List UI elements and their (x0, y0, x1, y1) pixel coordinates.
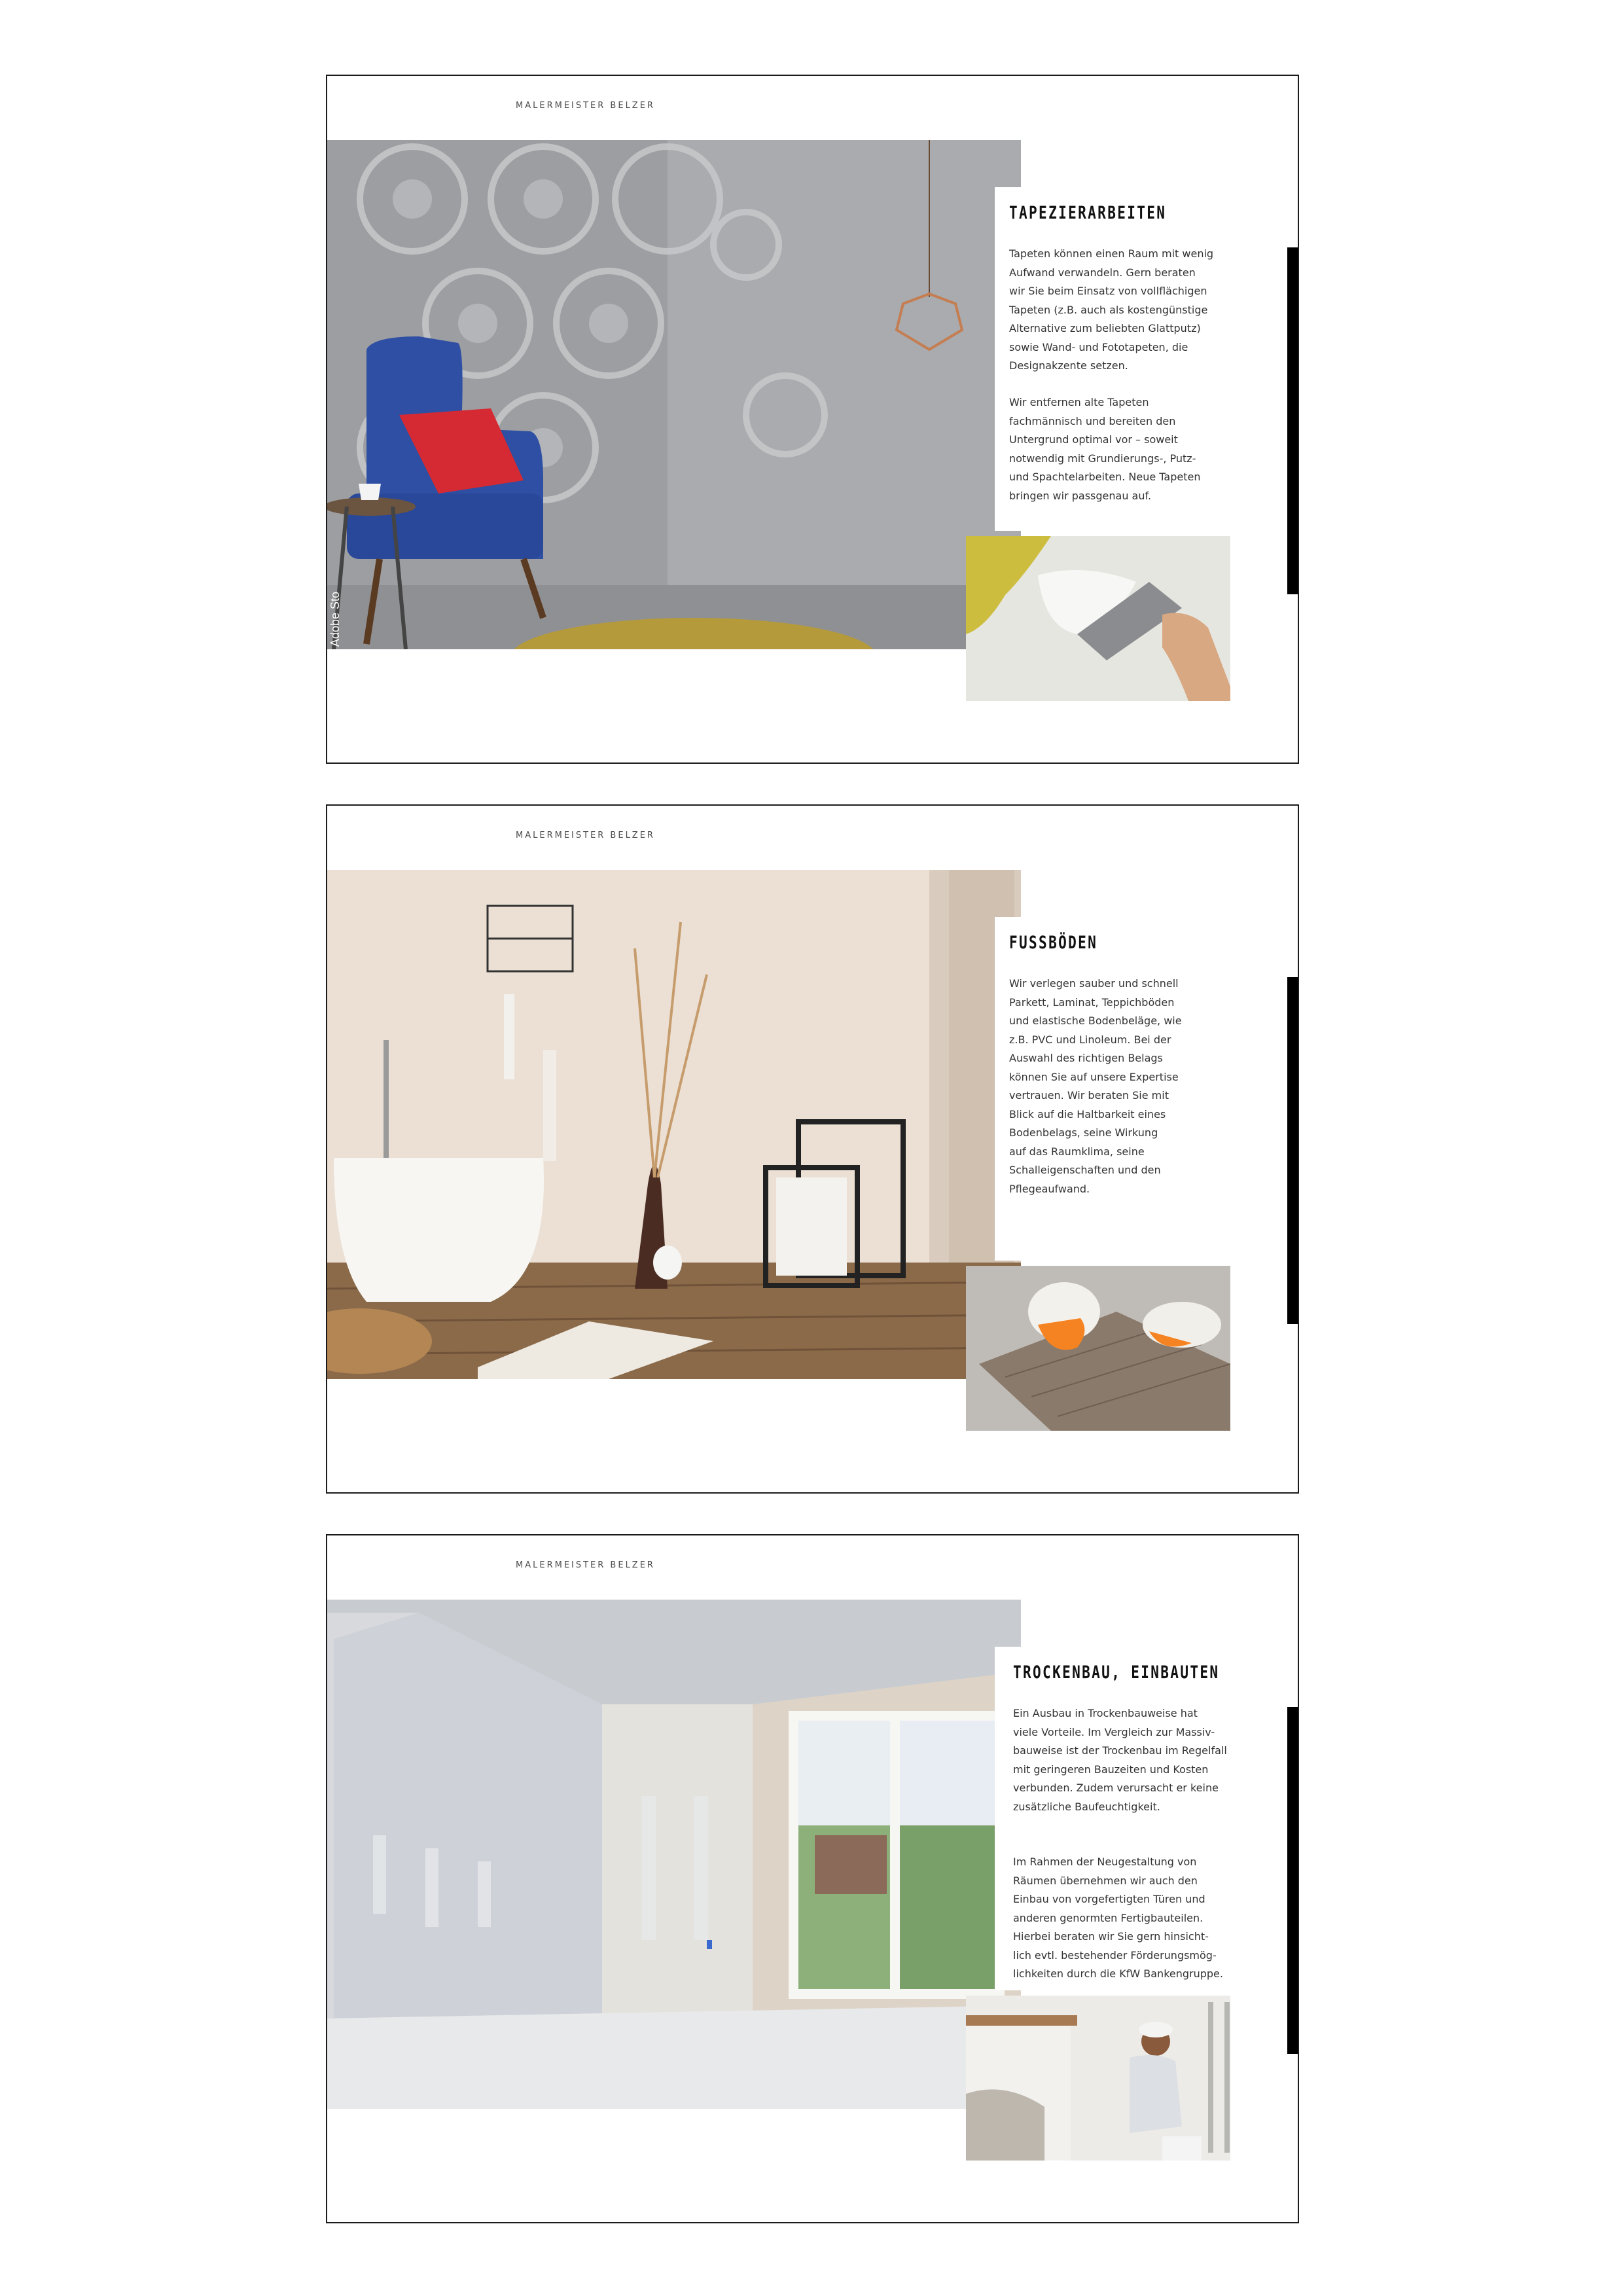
paragraph-1: Ein Ausbau in Trockenbauweise hat viele Vorteile. Im Vergleich zur Massiv- bauweise ist der Trockenbau im Regelfall mit geringeren Bauzeiten und Kosten verbunden. Zudem verursacht er keine zusätzliche Baufeuchtigkeit. (1013, 1707, 1227, 1813)
brand-label: MALERMEISTER BELZER (516, 1560, 655, 1570)
text-panel (995, 187, 1243, 531)
slide-fussboeden (326, 804, 1299, 1494)
paragraph-2: Im Rahmen der Neugestaltung von Räumen übernehmen wir auch den Einbau von vorgefertigten Türen und anderen genormten Fertigbauteilen. Hierbei beraten wir Sie gern hinsicht- lich evtl. bestehender Förderungsmög- lichkeiten durch die KfW Bankengruppe. (1013, 1856, 1223, 1980)
text-panel (995, 1647, 1243, 1990)
wallpaper-room-photo (327, 140, 1021, 649)
scraping-wallpaper-photo (966, 536, 1230, 701)
right-accent-bar (1287, 1707, 1298, 2054)
plastering-worker-photo (966, 1996, 1230, 2161)
brand-label: MALERMEISTER BELZER (516, 101, 655, 111)
bathroom-floor-photo (327, 870, 1021, 1379)
section-heading: FUSSBÖDEN (1009, 933, 1098, 953)
section-heading: TAPEZIERARBEITEN (1009, 203, 1167, 223)
right-accent-bar (1287, 247, 1298, 594)
right-accent-bar (1287, 977, 1298, 1324)
slide-tapezierarbeiten (326, 75, 1299, 764)
section-heading: TROCKENBAU, EINBAUTEN (1013, 1662, 1220, 1683)
photo-credit: Adobe Sto (329, 591, 342, 647)
text-panel (995, 917, 1243, 1261)
brand-label: MALERMEISTER BELZER (516, 831, 655, 840)
drywall-room-photo (327, 1600, 1021, 2109)
laying-laminate-photo (966, 1266, 1230, 1431)
paragraph-1: Tapeten können einen Raum mit wenig Aufwand verwandeln. Gern beraten wir Sie beim Einsatz von vollflächigen Tapeten (z.B. auch als kostengünstige Alternative zum beliebten Glattputz) sowie Wand- und Fototapeten, die Designakzente setzen. (1009, 247, 1214, 372)
slide-trockenbau (326, 1534, 1299, 2223)
paragraph-2: Wir entfernen alte Tapeten fachmännisch und bereiten den Untergrund optimal vor – soweit notwendig mit Grundierungs-, Putz- und Spachtelarbeiten. Neue Tapeten bringen wir passgenau auf. (1009, 396, 1201, 502)
paragraph-1: Wir verlegen sauber und schnell Parkett, Laminat, Teppichböden und elastische Bodenbeläge, wie z.B. PVC und Linoleum. Bei der Auswahl des richtigen Belags können Sie auf unsere Expertise vertrauen. Wir beraten Sie mit Blick auf die Haltbarkeit eines Bodenbelags, seine Wirkung auf das Raumklima, seine Schalleigenschaften und den Pflegeaufwand. (1009, 977, 1182, 1195)
